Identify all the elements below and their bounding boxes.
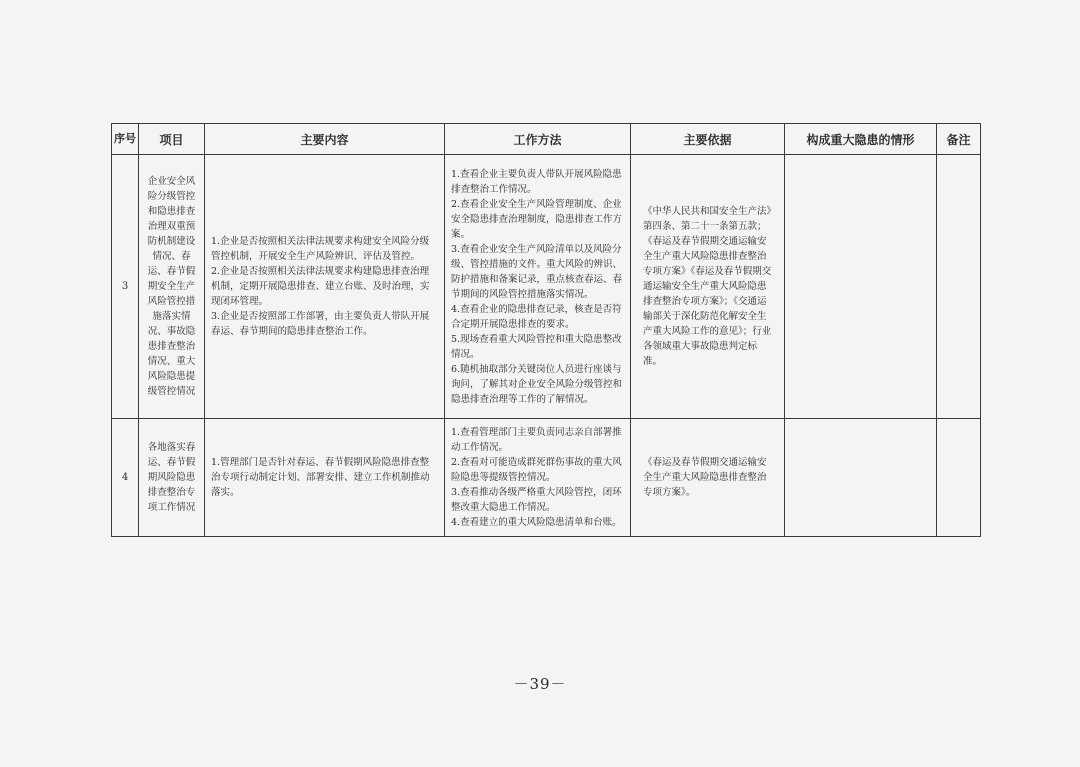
method-line: 5.现场查看重大风险管控和重大隐患整改情况。	[451, 333, 622, 360]
header-method: 工作方法	[445, 124, 631, 155]
row-situation	[785, 155, 937, 419]
row-index: 3	[112, 155, 139, 419]
header-basis: 主要依据	[631, 124, 785, 155]
method-line: 4.查看建立的重大风险隐患清单和台账。	[451, 517, 622, 528]
row-methods	[445, 155, 631, 419]
header-content: 主要内容	[205, 124, 445, 155]
header-index: 序号	[112, 124, 139, 155]
row-basis: 《春运及春节假期交通运输安全生产重大风险隐患排查整治专项方案》。	[631, 419, 785, 537]
row-remarks	[937, 155, 981, 419]
row-situation	[785, 419, 937, 537]
header-item: 项目	[139, 124, 205, 155]
table-header-row	[112, 124, 981, 155]
row-content	[205, 155, 445, 419]
row-item: 各地落实春运、春节假期风险隐患排查整治专项工作情况	[139, 419, 205, 537]
method-line: 6.随机抽取部分关键岗位人员进行座谈与询问，了解其对企业安全风险分级管控和隐患排查治理等工作的了解情况。	[451, 363, 623, 405]
row-methods	[445, 419, 631, 537]
row-remarks	[937, 419, 981, 537]
method-line: 3.查看推动各级严格重大风险管控，闭环整改重大隐患工作情况。	[451, 487, 622, 513]
content-line: 1.管理部门是否针对春运、春节假期风险隐患排查整治专项行动制定计划、部署安排、建立工作机制推动落实。	[211, 457, 430, 498]
table-row	[112, 155, 981, 419]
method-line: 1.查看企业主要负责人带队开展风险隐患排查整治工作情况。	[451, 168, 622, 195]
method-line: 2.查看对可能造成群死群伤事故的重大风险隐患等提级管控情况。	[451, 457, 622, 483]
content-line: 1.企业是否按照相关法律法规要求构建安全风险分级管控机制，开展安全生产风险辨识、评估及管控。	[211, 236, 430, 262]
row-item: 企业安全风险分级管控和隐患排查治理双重预防机制建设情况、春运、春节假期安全生产风险管控措施落实情况、事故隐患排查整治情况、重大风险隐患提级管控情况	[139, 155, 205, 419]
header-remarks: 备注	[937, 124, 981, 155]
content-line: 3.企业是否按照部工作部署，由主要负责人带队开展春运、春节期间的隐患排查整治工作。	[211, 311, 430, 337]
table-row	[112, 419, 981, 537]
content-line: 2.企业是否按照相关法律法规要求构建隐患排查治理机制，定期开展隐患排查、建立台账、及时治理，实现闭环管理。	[211, 266, 430, 307]
method-line: 2.查看企业安全生产风险管理制度、企业安全隐患排查治理制度，隐患排查工作方案。	[451, 198, 623, 240]
header-situation: 构成重大隐患的情形	[785, 124, 937, 155]
method-line: 1.查看管理部门主要负责同志亲自部署推动工作情况。	[451, 427, 622, 453]
row-basis: 《中华人民共和国安全生产法》第四条、第二十一条第五款；《春运及春节假期交通运输安全生产重大风险隐患排查整治专项方案》《春运及春节假期交通运输安全生产重大风险隐患排查整治专项方案》；《交通运输部关于深化防范化解安全生产重大风险工作的意见》；行业各领域重大事故隐患判定标准。	[631, 155, 785, 419]
inspection-table	[111, 123, 981, 537]
row-content	[205, 419, 445, 537]
page-number: －39－	[513, 675, 567, 693]
method-line: 4.查看企业的隐患排查记录，核查是否符合定期开展隐患排查的要求。	[451, 303, 622, 330]
method-line: 3.查看企业安全生产风险清单以及风险分级、管控措施的文件。重大风险的辨识、防护措施和备案记录，重点核查春运、春节期间的风险管控措施落实情况。	[451, 243, 623, 300]
row-index: 4	[112, 419, 139, 537]
